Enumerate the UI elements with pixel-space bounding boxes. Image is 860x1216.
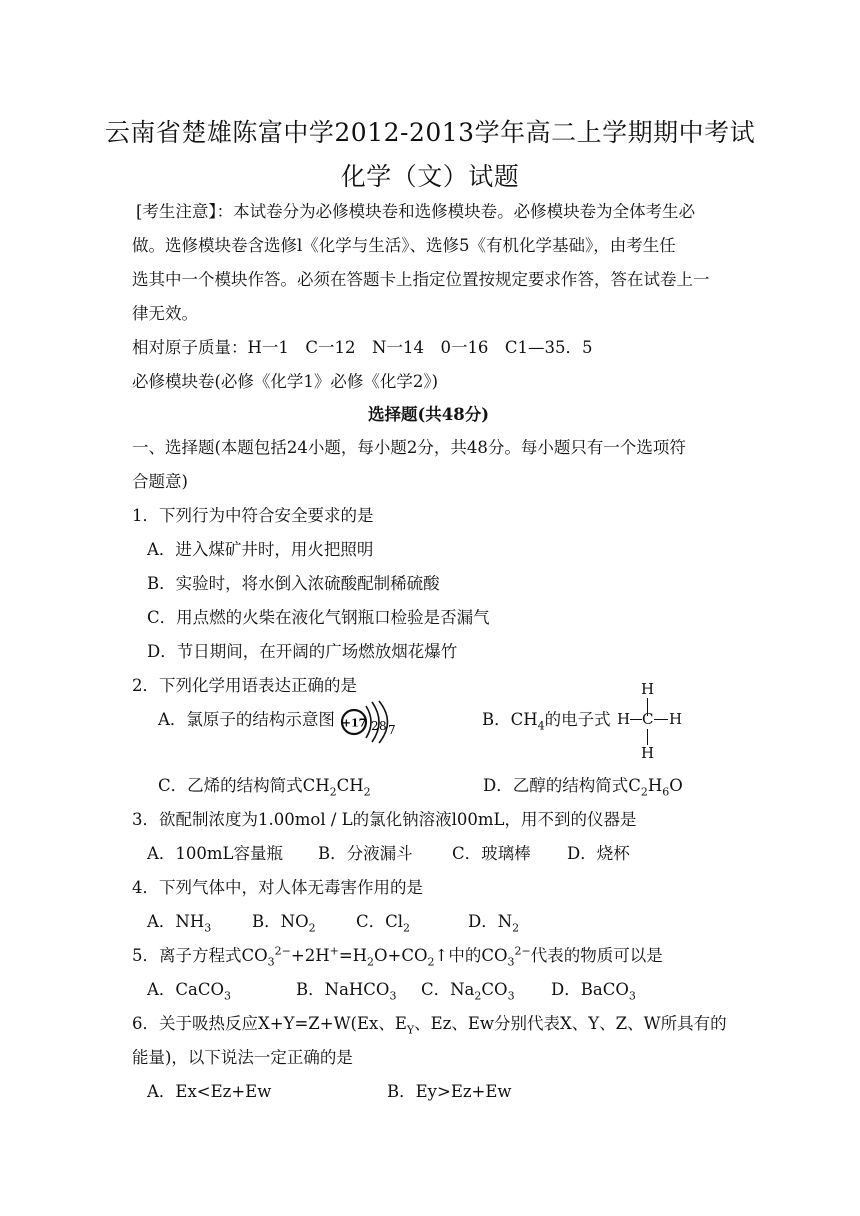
question-3-option: C．玻璃棒 <box>452 844 531 863</box>
question-5-option: C．$Na_2CO_3$ <box>421 980 515 1003</box>
question-1-option: B．实验时，将水倒入浓硫酸配制稀硫酸 <box>147 574 440 593</box>
hydrogen-left: H <box>617 710 631 728</box>
shell-1-electrons: 2 <box>371 719 379 733</box>
question-5-stem: 5．离子方程式$CO_3^{2-}+2H^+=H_2O+CO_2↑$中的$CO_3^{2-}$代表的物质可以是 <box>132 944 663 969</box>
question-4-option: C．$Cl_2$ <box>356 912 411 935</box>
section-intro: 一、选择题(本题包括24小题，每小题2分，共48分。每小题只有一个选项符 <box>132 438 686 457</box>
question-6-option: B．Ey>Ez+Ew <box>387 1082 512 1101</box>
question-5-option: D．BaCO$_3$ <box>551 980 636 1003</box>
shell-3-electrons: 7 <box>388 723 396 737</box>
hydrogen-top: H <box>641 680 655 698</box>
exam-subtitle: 化学（文）试题 <box>340 162 520 191</box>
question-4-option: D．$N_2$ <box>468 912 520 935</box>
question-2-stem: 2．下列化学用语表达正确的是 <box>132 676 357 695</box>
notice-line: 做。选修模块卷含选修l《化学与生活》、选修5《有机化学基础》，由考生任 <box>132 236 676 255</box>
question-2-option-b: B．$CH_4$的电子式 <box>482 710 611 733</box>
hydrogen-bottom: H <box>641 744 655 762</box>
question-1-option: D．节日期间，在开阔的广场燃放烟花爆竹 <box>147 642 458 661</box>
question-3-option: D．烧杯 <box>567 844 630 863</box>
question-5-option: B．NaHCO$_3$ <box>296 980 397 1003</box>
notice-line: 律无效。 <box>132 304 198 323</box>
nucleus-charge: +17 <box>341 716 367 730</box>
module-line: 必修模块卷(必修《化学1》必修《化学2》) <box>132 372 439 391</box>
question-1-option: A．进入煤矿井时，用火把照明 <box>147 540 374 559</box>
section-heading: 选择题(共48分) <box>368 405 490 424</box>
section-intro: 合题意) <box>132 472 188 491</box>
question-3-stem: 3．欲配制浓度为1.00mol / L的氯化钠溶液l00mL，用不到的仪器是 <box>132 810 637 829</box>
question-4-stem: 4．下列气体中，对人体无毒害作用的是 <box>132 878 423 897</box>
bond-bottom <box>647 729 648 745</box>
question-6-stem: 6．关于吸热反应X+Y=Z+W(Ex、$E_Y$、Ez、Ew分别代表X、Y、Z、W所具有的 <box>132 1014 727 1037</box>
carbon: C <box>642 710 654 728</box>
question-5-option: A．CaCO$_3$ <box>147 980 232 1003</box>
hydrogen-right: H <box>669 710 683 728</box>
shell-2-electrons: 8 <box>379 719 387 733</box>
notice-line: [考生注意】：本试卷分为必修模块卷和选修模块卷。必修模块卷为全体考生必 <box>136 202 696 221</box>
question-1-stem: 1．下列行为中符合安全要求的是 <box>132 506 374 525</box>
atomic-mass-line: 相对原子质量：H一1 C一12 N一14 0一16 C1—35．5 <box>132 338 593 357</box>
exam-title: 云南省楚雄陈富中学2012-2013学年高二上学期期中考试 <box>104 118 756 147</box>
question-6-stem: 能量)，以下说法一定正确的是 <box>132 1048 353 1067</box>
notice-line: 选其中一个模块作答。必须在答题卡上指定位置按规定要求作答，答在试卷上一 <box>132 270 710 289</box>
methane-structure <box>617 680 687 766</box>
question-2-option-c: C．乙烯的结构简式$CH_2CH_2$ <box>158 776 371 799</box>
question-3-option: B．分液漏斗 <box>318 844 413 863</box>
question-2-option-d: D．乙醇的结构简式$C_2H_6O$ <box>483 776 683 799</box>
bond-left <box>630 719 642 720</box>
question-2-option-a: A．氯原子的结构示意图 <box>158 710 335 729</box>
question-3-option: A．100mL容量瓶 <box>147 844 284 863</box>
question-1-option: C．用点燃的火柴在液化气钢瓶口检验是否漏气 <box>147 608 490 627</box>
question-6-option: A．Ex<Ez+Ew <box>147 1082 272 1101</box>
chlorine-atom-structure-diagram <box>338 700 418 744</box>
bond-right <box>654 719 668 720</box>
question-4-option: A．$NH_3$ <box>147 912 212 935</box>
question-4-option: B．$NO_2$ <box>252 912 316 935</box>
